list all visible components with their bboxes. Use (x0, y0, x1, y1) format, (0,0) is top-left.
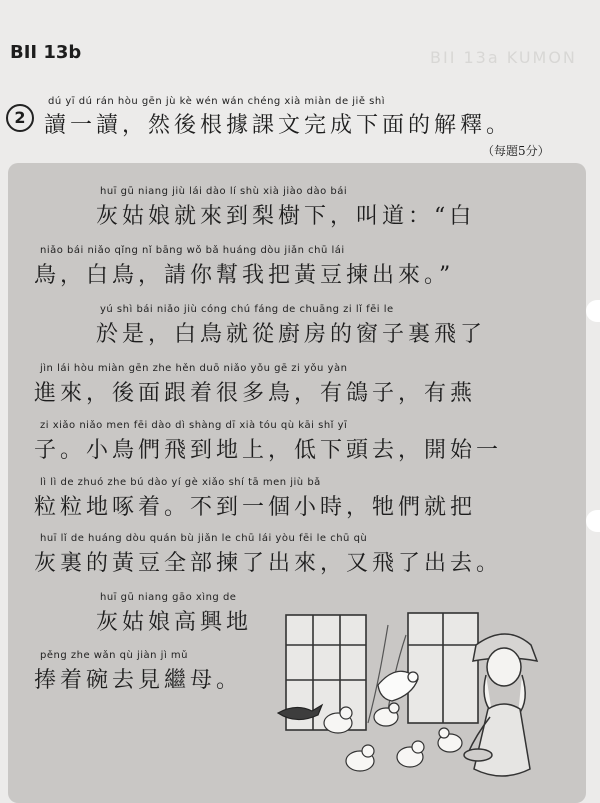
question-text: 讀一讀，然後根據課文完成下面的解釋。 (44, 113, 513, 138)
story-line: 灰姑娘高興地 (96, 610, 253, 635)
story-line: 灰裏的黃豆全部揀了出來，又飛了出去。 (34, 551, 503, 576)
bleed-through-text: BII 13a KUMON (430, 48, 577, 67)
story-line: 捧着碗去見繼母。 (34, 668, 243, 693)
story-line: 鳥，白鳥，請你幫我把黃豆揀出來。” (34, 263, 455, 288)
cinderella-feeding-birds-illustration (268, 605, 568, 795)
worksheet-code: BII 13b (10, 42, 82, 63)
story-pinyin: huī lǐ de huáng dòu quán bù jiǎn le chū lái yòu fēi le chū qù (40, 533, 368, 544)
story-pinyin: zi xiǎo niǎo men fēi dào dì shàng dī xià tóu qù kāi shǐ yī (40, 420, 348, 431)
story-line: 子。小鳥們飛到地上，低下頭去，開始一 (34, 438, 503, 463)
question-pinyin: dú yī dú rán hòu gēn jù kè wén wán chéng xià miàn de jiě shì (48, 96, 385, 107)
story-pinyin: pěng zhe wǎn qù jiàn jì mǔ (40, 650, 188, 661)
story-line: 於是，白鳥就從廚房的窗子裏飛了 (96, 322, 487, 347)
story-pinyin: huī gū niang jiù lái dào lí shù xià jiào dào bái (100, 186, 348, 197)
score-note: （每題5分） (482, 144, 550, 158)
binder-hole (586, 510, 600, 532)
story-line: 粒粒地啄着。不到一個小時，牠們就把 (34, 495, 477, 520)
story-pinyin: yú shì bái niǎo jiù cóng chú fáng de chuāng zi lǐ fēi le (100, 304, 394, 315)
story-pinyin: huī gū niang gāo xìng de (100, 592, 237, 603)
question-number: 2 (6, 104, 34, 132)
story-pinyin: jìn lái hòu miàn gēn zhe hěn duō niǎo yǒu gē zi yǒu yàn (40, 363, 348, 374)
binder-hole (586, 300, 600, 322)
story-line: 進來，後面跟着很多鳥，有鴿子，有燕 (34, 381, 477, 406)
story-pinyin: lì lì de zhuó zhe bú dào yí gè xiǎo shí tā men jiù bǎ (40, 477, 321, 488)
story-line: 灰姑娘就來到梨樹下，叫道：“白 (96, 204, 476, 229)
story-pinyin: niǎo bái niǎo qǐng nǐ bāng wǒ bǎ huáng dòu jiǎn chū lái (40, 245, 345, 256)
